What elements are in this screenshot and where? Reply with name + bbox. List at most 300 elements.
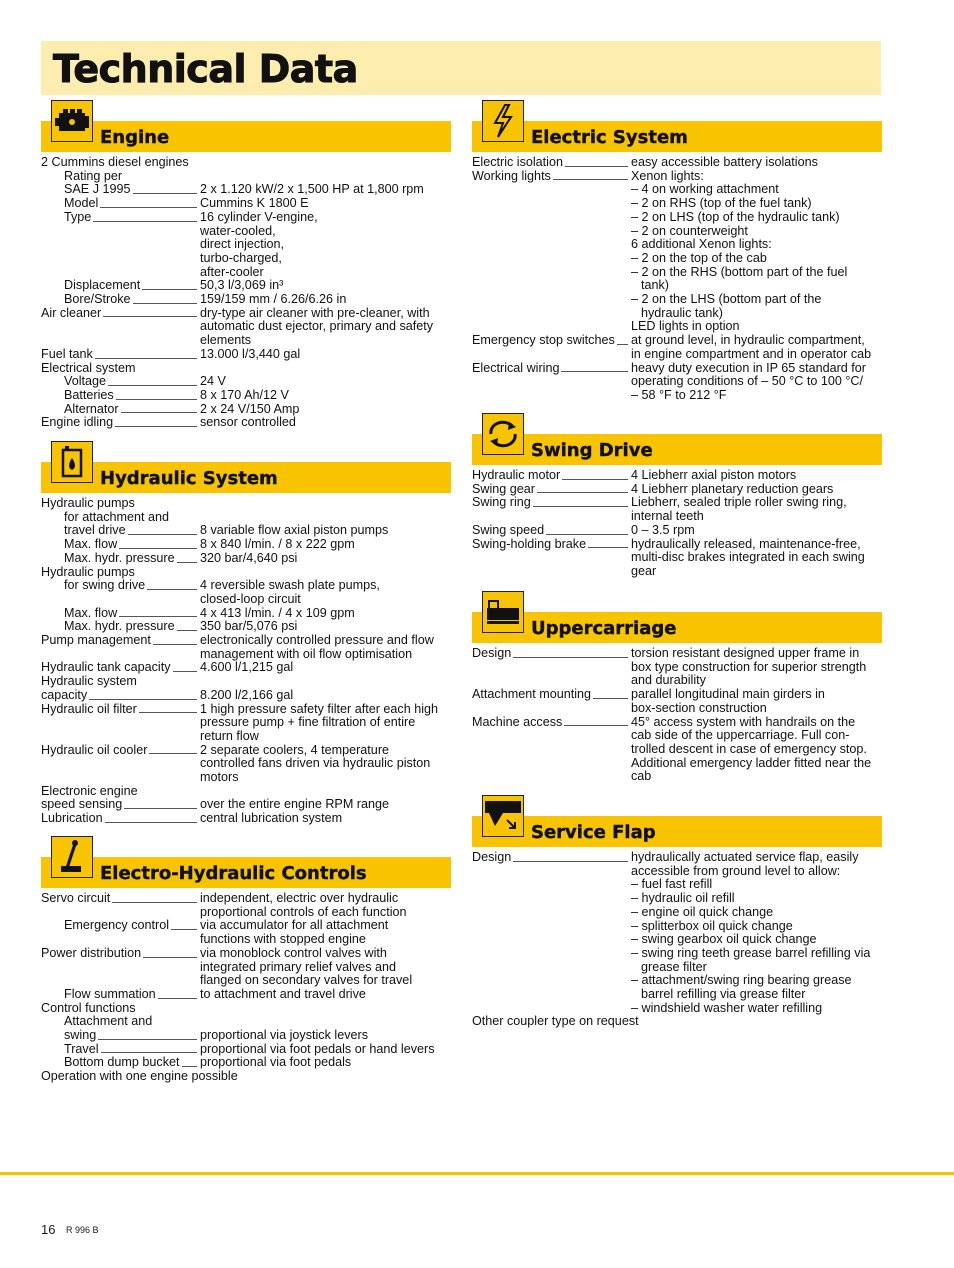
spec-row	[41, 1043, 451, 1057]
spec-value: proportional via joystick levers	[200, 1028, 368, 1043]
spec-label-text: travel drive	[64, 523, 126, 538]
section-header	[472, 603, 882, 643]
spec-value: via monoblock control valves with	[200, 945, 387, 960]
leader-line	[533, 506, 628, 507]
spec-label	[41, 812, 200, 826]
spec-label	[41, 988, 200, 1002]
spec-row	[472, 375, 882, 389]
spec-value: controlled fans driven via hydraulic piston	[200, 756, 431, 771]
spec-value: 8 variable flow axial piston pumps	[200, 523, 389, 538]
spec-value: 2 x 1.120 kW/2 x 1,500 HP at 1,800 rpm	[200, 182, 424, 197]
spec-label	[472, 920, 631, 934]
spec-value: multi-disc brakes integrated in each swing	[631, 550, 865, 565]
spec-list	[472, 647, 882, 784]
spec-label-text: Electrical system	[41, 360, 136, 375]
spec-row	[41, 974, 451, 988]
spec-value: integrated primary relief valves and	[200, 959, 396, 974]
spec-list	[41, 497, 451, 826]
spec-row	[41, 538, 451, 552]
spec-value: turbo-charged,	[200, 250, 282, 265]
spec-label-text: Bottom dump bucket	[64, 1055, 180, 1070]
leader-line	[98, 1039, 197, 1040]
spec-row	[472, 688, 882, 702]
spec-label	[472, 307, 631, 321]
leader-line	[89, 699, 197, 700]
spec-row	[41, 771, 451, 785]
section-header	[41, 848, 451, 888]
spec-label	[472, 211, 631, 225]
spec-label	[41, 225, 200, 239]
leader-line	[124, 808, 197, 809]
spec-row	[472, 1002, 882, 1016]
spec-label-text: Swing speed	[472, 522, 545, 537]
spec-label	[472, 225, 631, 239]
spec-row	[41, 812, 451, 826]
spec-value: 45° access system with handrails on the	[631, 714, 856, 729]
spec-row	[41, 716, 451, 730]
spec-row	[41, 634, 451, 648]
spec-value: accessible from ground level to allow:	[631, 863, 841, 878]
spec-label	[41, 744, 200, 758]
spec-row	[472, 947, 882, 961]
spec-row	[41, 497, 451, 511]
leader-line	[562, 479, 628, 480]
spec-label-text: Electronic engine	[41, 783, 138, 798]
spec-value: over the entire engine RPM range	[200, 797, 390, 812]
spec-value: 4.600 l/1,215 gal	[200, 660, 294, 675]
spec-label	[41, 348, 200, 362]
spec-label	[41, 552, 200, 566]
spec-row	[41, 579, 451, 593]
footer-rule	[0, 1172, 954, 1175]
model-code: R 996 B	[66, 1225, 99, 1235]
spec-row	[41, 1029, 451, 1043]
spec-value: – swing gearbox oil quick change	[631, 932, 817, 947]
spec-row	[41, 1056, 451, 1070]
spec-label-text: Air cleaner	[41, 305, 102, 320]
spec-row	[41, 416, 451, 430]
spec-value: cab side of the uppercarriage. Full con-	[631, 728, 850, 743]
spec-row	[41, 892, 451, 906]
spec-row	[472, 702, 882, 716]
spec-row	[41, 703, 451, 717]
leader-line	[100, 207, 197, 208]
leader-line	[149, 753, 197, 754]
spec-value: water-cooled,	[200, 223, 276, 238]
spec-label	[41, 579, 200, 593]
spec-label	[41, 375, 200, 389]
spec-row	[41, 620, 451, 634]
spec-value: 24 V	[200, 374, 226, 389]
spec-label	[472, 551, 631, 565]
spec-label	[41, 1029, 200, 1043]
spec-label	[41, 757, 200, 771]
spec-label-text: Travel	[64, 1041, 99, 1056]
spec-label	[472, 375, 631, 389]
spec-label-text: Swing-holding brake	[472, 536, 587, 551]
spec-label	[41, 703, 200, 717]
spec-label	[472, 988, 631, 1002]
spec-label	[41, 416, 200, 430]
spec-label	[41, 538, 200, 552]
spec-label-text: Hydraulic tank capacity	[41, 660, 171, 675]
spec-label-text: Lubrication	[41, 811, 103, 826]
section-header	[41, 112, 451, 152]
spec-row	[41, 252, 451, 266]
spec-row	[472, 483, 882, 497]
spec-value: 1 high pressure safety filter after each high	[200, 701, 439, 716]
spec-label	[472, 238, 631, 252]
spec-value: management with oil flow optimisation	[200, 646, 413, 661]
spec-label	[472, 524, 631, 538]
section-controls	[41, 848, 451, 1084]
spec-value: gear	[631, 563, 657, 578]
spec-value: – 58 °F to 212 °F	[631, 387, 727, 402]
spec-row	[472, 156, 882, 170]
spec-value: – windshield washer water refilling	[631, 1000, 823, 1015]
spec-label-text: Emergency stop switches	[472, 333, 615, 348]
spec-label-text: Operation with one engine possible	[41, 1069, 238, 1084]
spec-row	[41, 238, 451, 252]
spec-label-text: Electric isolation	[472, 155, 563, 169]
leader-line	[553, 179, 628, 180]
spec-list	[41, 156, 451, 430]
spec-row	[41, 225, 451, 239]
spec-row	[472, 510, 882, 524]
spec-label	[41, 730, 200, 744]
spec-label-text: Hydraulic system	[41, 674, 137, 689]
spec-label	[472, 688, 631, 702]
spec-row	[472, 865, 882, 879]
spec-label	[472, 389, 631, 403]
spec-row	[472, 538, 882, 552]
spec-label	[41, 661, 200, 675]
spec-value: 320 bar/4,640 psi	[200, 550, 298, 565]
spec-label	[41, 974, 200, 988]
spec-row	[41, 156, 451, 170]
spec-row	[41, 798, 451, 812]
spec-label	[472, 878, 631, 892]
spec-label	[41, 320, 200, 334]
section-electric	[472, 112, 882, 403]
spec-value: 8 x 840 l/min. / 8 x 222 gpm	[200, 537, 355, 552]
spec-label	[41, 334, 200, 348]
section-header	[472, 425, 882, 465]
spec-row	[41, 197, 451, 211]
spec-label	[472, 469, 631, 483]
spec-value: motors	[200, 770, 239, 785]
spec-value: 159/159 mm / 6.26/6.26 in	[200, 292, 347, 307]
spec-value: 4 x 413 l/min. / 4 x 109 gpm	[200, 605, 355, 620]
spec-row	[41, 293, 451, 307]
spec-label	[41, 785, 451, 799]
spec-list	[472, 156, 882, 403]
leader-line	[588, 547, 628, 548]
spec-row	[472, 661, 882, 675]
spec-label	[41, 524, 200, 538]
spec-label	[472, 961, 631, 975]
spec-list	[472, 851, 882, 1029]
spec-row	[472, 307, 882, 321]
spec-value: hydraulically released, maintenance-free,	[631, 536, 861, 551]
spec-label	[41, 1043, 200, 1057]
section-hydraulic	[41, 453, 451, 826]
spec-value: barrel refilling via grease filter	[641, 987, 806, 1002]
spec-value: 4 reversible swash plate pumps,	[200, 578, 380, 593]
spec-label	[41, 566, 451, 580]
leader-line	[101, 1052, 197, 1053]
spec-label	[41, 892, 200, 906]
spec-label-text: Servo circuit	[41, 891, 111, 905]
spec-value: central lubrication system	[200, 811, 343, 826]
title-banner	[41, 41, 881, 95]
leader-line	[115, 426, 197, 427]
spec-row	[472, 266, 882, 280]
spec-row	[472, 183, 882, 197]
spec-row	[41, 961, 451, 975]
spec-value: 2 separate coolers, 4 temperature	[200, 742, 390, 757]
spec-label-text: Hydraulic oil cooler	[41, 742, 148, 757]
spec-value: hydraulic tank)	[641, 305, 723, 320]
spec-label	[472, 252, 631, 266]
spec-label-text: Model	[64, 196, 99, 211]
leader-line	[177, 630, 197, 631]
spec-row	[472, 933, 882, 947]
spec-row	[41, 947, 451, 961]
spec-value: cab	[631, 769, 652, 784]
spec-value: 13.000 l/3,440 gal	[200, 346, 301, 361]
spec-label	[472, 197, 631, 211]
section-uppercarriage	[472, 603, 882, 784]
spec-label	[41, 689, 200, 703]
spec-value: 6 additional Xenon lights:	[631, 237, 772, 252]
spec-label	[472, 483, 631, 497]
spec-label	[472, 702, 631, 716]
leader-line	[133, 193, 197, 194]
leader-line	[119, 616, 197, 617]
spec-row	[472, 170, 882, 184]
leader-line	[537, 492, 628, 493]
section-title: Hydraulic System	[100, 468, 278, 489]
spec-label	[41, 293, 200, 307]
spec-label-text: Attachment and	[64, 1014, 153, 1029]
spec-row	[472, 961, 882, 975]
spec-label-text: Max. flow	[64, 605, 118, 620]
leader-line	[593, 698, 628, 699]
spec-value: – 2 on LHS (top of the hydraulic tank)	[631, 209, 840, 224]
spec-value: 8.200 l/2,166 gal	[200, 687, 294, 702]
spec-label	[472, 647, 631, 661]
leader-line	[617, 344, 628, 345]
spec-label	[41, 961, 200, 975]
section-title: Service Flap	[531, 822, 656, 843]
spec-value: – attachment/swing ring bearing grease	[631, 973, 852, 988]
spec-label	[472, 156, 631, 170]
leader-line	[105, 822, 197, 823]
spec-label	[41, 593, 200, 607]
spec-value: operating conditions of – 50 °C to 100 °C/	[631, 374, 864, 389]
spec-label	[472, 565, 631, 579]
spec-label-text: Swing gear	[472, 481, 536, 496]
leader-line	[513, 657, 628, 658]
spec-label	[472, 661, 631, 675]
spec-label-text: speed sensing	[41, 797, 123, 812]
spec-row	[472, 496, 882, 510]
spec-row	[472, 293, 882, 307]
leader-line	[121, 412, 197, 413]
spec-row	[472, 770, 882, 784]
spec-label	[472, 743, 631, 757]
spec-value: – engine oil quick change	[631, 904, 774, 919]
spec-row	[41, 785, 451, 799]
spec-value: at ground level, in hydraulic compartment,	[631, 333, 865, 348]
uppercarriage-icon	[482, 591, 524, 633]
spec-value: automatic dust ejector, primary and safety	[200, 319, 434, 334]
spec-row	[472, 320, 882, 334]
spec-row	[472, 252, 882, 266]
spec-label	[472, 279, 631, 293]
spec-label-text: Max. flow	[64, 537, 118, 552]
spec-label-text: capacity	[41, 687, 88, 702]
spec-value: grease filter	[641, 959, 707, 974]
spec-label-text: Type	[64, 209, 92, 224]
spec-row	[41, 593, 451, 607]
spec-value: easy accessible battery isolations	[631, 155, 818, 169]
spec-row	[41, 170, 451, 184]
spec-label-text: Working lights	[472, 168, 551, 183]
spec-value: 50,3 l/3,069 in³	[200, 278, 284, 293]
spec-label	[472, 266, 631, 280]
spec-label-text: Power distribution	[41, 945, 142, 960]
spec-row	[472, 389, 882, 403]
spec-row	[472, 469, 882, 483]
spec-label-text: Max. hydr. pressure	[64, 619, 175, 634]
spec-value: – 2 on RHS (top of the fuel tank)	[631, 196, 812, 211]
spec-row	[472, 225, 882, 239]
spec-value: in engine compartment and in operator cab	[631, 346, 872, 361]
leader-line	[95, 358, 197, 359]
spec-row	[41, 348, 451, 362]
spec-value: – fuel fast refill	[631, 877, 713, 892]
section-header	[41, 453, 451, 493]
spec-row	[472, 565, 882, 579]
service-flap-icon	[482, 795, 524, 837]
spec-label	[472, 320, 631, 334]
spec-row	[472, 647, 882, 661]
spec-row	[41, 1002, 451, 1016]
lightning-icon	[482, 100, 524, 142]
spec-row	[41, 334, 451, 348]
spec-value: after-cooler	[200, 264, 264, 279]
spec-value: 0 – 3.5 rpm	[631, 522, 695, 537]
spec-label-text: Displacement	[64, 278, 141, 293]
spec-row	[41, 1070, 451, 1084]
spec-value: and durability	[631, 673, 706, 688]
spec-row	[472, 906, 882, 920]
joystick-icon	[51, 836, 93, 878]
spec-value: 350 bar/5,076 psi	[200, 619, 298, 634]
spec-row	[41, 675, 451, 689]
spec-value: heavy duty execution in IP 65 standard for	[631, 360, 867, 375]
leader-line	[513, 861, 628, 862]
spec-list	[472, 469, 882, 579]
spec-label-text: SAE J 1995	[64, 182, 131, 197]
spec-label	[41, 252, 200, 266]
spec-value: tank)	[641, 278, 669, 293]
section-service	[472, 807, 882, 1029]
spec-row	[41, 279, 451, 293]
spec-label-text: Flow summation	[64, 986, 156, 1001]
leader-line	[139, 712, 197, 713]
section-title: Engine	[100, 127, 170, 148]
spec-label-text: Other coupler type on request	[472, 1014, 639, 1029]
spec-value: 16 cylinder V-engine,	[200, 209, 318, 224]
spec-label	[41, 620, 200, 634]
spec-label	[41, 497, 451, 511]
spec-value: – 2 on the LHS (bottom part of the	[631, 292, 822, 307]
spec-label	[41, 197, 200, 211]
spec-label-text: Hydraulic pumps	[41, 564, 135, 579]
leader-line	[93, 221, 197, 222]
spec-value: Liebherr, sealed triple roller swing ring,	[631, 495, 847, 510]
spec-label-text: Machine access	[472, 714, 563, 729]
spec-label	[41, 307, 200, 321]
spec-value: 2 x 24 V/150 Amp	[200, 401, 300, 416]
spec-value: 8 x 170 Ah/12 V	[200, 387, 289, 402]
spec-row	[41, 307, 451, 321]
spec-row	[472, 197, 882, 211]
spec-label	[472, 1015, 882, 1029]
spec-label	[41, 238, 200, 252]
spec-label	[472, 906, 631, 920]
leader-line	[171, 929, 197, 930]
spec-value: 4 Liebherr axial piston motors	[631, 468, 797, 482]
spec-value: via accumulator for all attachment	[200, 918, 389, 933]
spec-label	[472, 362, 631, 376]
spec-value: – 2 on the top of the cab	[631, 250, 767, 265]
spec-row	[41, 524, 451, 538]
spec-row	[472, 729, 882, 743]
spec-label	[41, 266, 200, 280]
spec-value: – hydraulic oil refill	[631, 891, 735, 906]
leader-line	[177, 562, 197, 563]
spec-row	[41, 661, 451, 675]
spec-value: torsion resistant designed upper frame in	[631, 646, 860, 660]
spec-row	[472, 988, 882, 1002]
spec-label	[41, 389, 200, 403]
leader-line	[142, 289, 197, 290]
section-title: Electro-Hydraulic Controls	[100, 863, 367, 884]
spec-row	[472, 348, 882, 362]
spec-row	[41, 266, 451, 280]
spec-value: proportional controls of each function	[200, 904, 407, 919]
spec-label	[41, 1056, 200, 1070]
spec-value: – 4 on working attachment	[631, 182, 779, 197]
spec-value: hydraulically actuated service flap, easily	[631, 850, 859, 864]
leader-line	[108, 385, 197, 386]
spec-row	[41, 607, 451, 621]
spec-label	[41, 798, 200, 812]
section-header	[472, 112, 882, 152]
spec-label	[41, 906, 200, 920]
spec-label-text: Bore/Stroke	[64, 292, 131, 307]
spec-label-text: Hydraulic motor	[472, 468, 561, 482]
spec-label	[472, 170, 631, 184]
spec-label	[472, 851, 631, 865]
spec-label	[41, 919, 200, 933]
spec-row	[472, 920, 882, 934]
spec-label	[472, 674, 631, 688]
